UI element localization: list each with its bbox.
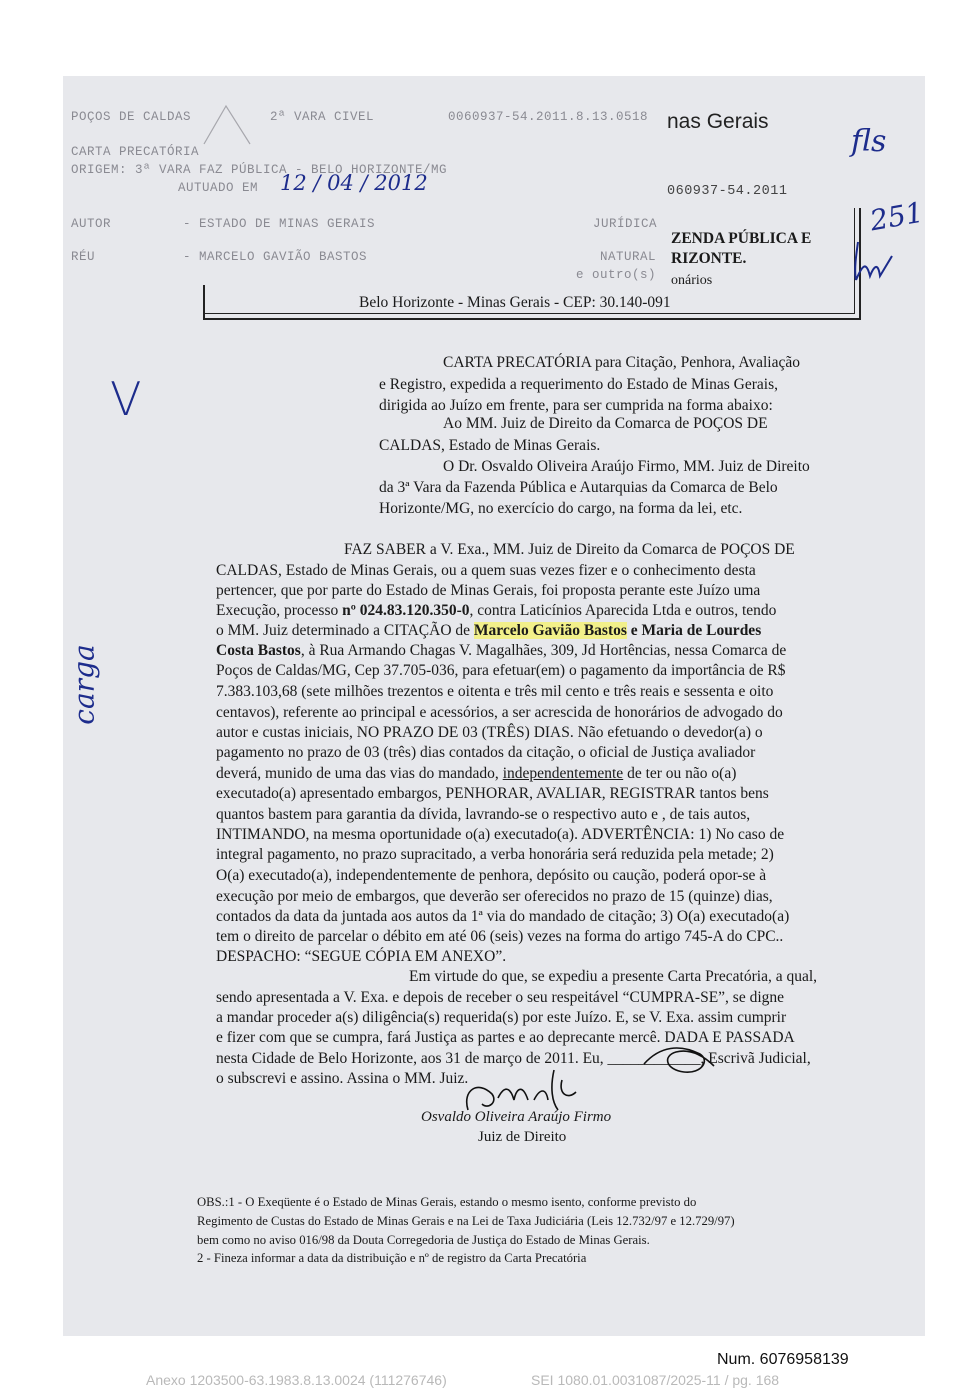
- body-line: [216, 641, 786, 662]
- intro-line: Horizonte/MG, no exercício do cargo, na forma da lei, etc.: [379, 500, 743, 517]
- intro-line: dirigida ao Juízo em frente, para ser cumprida na forma abaixo:: [379, 397, 773, 414]
- letterhead-line2: RIZONTE.: [671, 250, 747, 267]
- body-line: INTIMANDO, na mesma oportunidade o(a) executado(a). ADVERTÊNCIA: 1) No caso de: [216, 826, 785, 843]
- intro-line: CALDAS, Estado de Minas Gerais.: [379, 437, 601, 454]
- body-text-bold: e Maria de Lourdes: [626, 622, 762, 639]
- obs-line: 2 - Fineza informar a data da distribuição e nº de registro da Carta Precatória: [197, 1251, 587, 1266]
- body-line: integral pagamento, no prazo supracitado, a verba honorária será reduzida pela metade; 2): [216, 846, 774, 863]
- observations: [197, 1193, 847, 1268]
- body-line: autor e custas iniciais, NO PRAZO DE 03 (TRÊS) DIAS. Não efetuando o devedor(a) o: [216, 724, 763, 741]
- body-line: pagamento no prazo de 03 (três) dias contados da citação, o oficial de Justiça avaliador: [216, 744, 756, 761]
- stamp-doc-type: CARTA PRECATÓRIA: [71, 145, 200, 159]
- obs-line: OBS.:1 - O Exeqüente é o Estado de Minas Gerais, estando o mesmo isento, conforme previsto do: [197, 1195, 697, 1209]
- closing-line: a mandar proceder a(s) diligência(s) requerida(s) por este Juízo. E, se V. Exa. assim cumprir: [216, 1009, 787, 1026]
- letterhead-address: Belo Horizonte - Minas Gerais - CEP: 30.140-091: [359, 294, 671, 311]
- intro-line: da 3ª Vara da Fazenda Pública e Autarquias da Comarca de Belo: [379, 479, 778, 496]
- body-text-bold: Costa Bastos: [216, 642, 301, 659]
- handwritten-mark-top-right: fls: [851, 124, 887, 159]
- letterhead-line1: ZENDA PÚBLICA E: [671, 230, 812, 247]
- highlighted-name: Marcelo Gavião Bastos: [473, 622, 627, 639]
- letterhead-government: nas Gerais: [667, 110, 769, 133]
- body-line: [216, 601, 776, 622]
- body-line: CALDAS, Estado de Minas Gerais, ou a quem suas vezes fizer e o conhecimento desta: [216, 562, 756, 579]
- stamp-vara: 2ª VARA CIVEL: [270, 110, 375, 124]
- stamp-triangle-mark: [196, 100, 256, 150]
- body-line: [216, 621, 761, 642]
- body-line: [216, 764, 736, 785]
- handwritten-initials: [850, 236, 900, 288]
- obs-line: Regimento de Custas do Estado de Minas Gerais e na Lei de Taxa Judiciária (Leis 12.732/97 e 12.729/97): [197, 1213, 735, 1228]
- handwritten-page-number: 251: [867, 195, 926, 238]
- body-text: o MM. Juiz determinado a CITAÇÃO de: [216, 622, 474, 639]
- body-text: , à Rua Armando Chagas V. Magalhães, 309, Jd Hortências, nessa Comarca de: [300, 642, 787, 659]
- stamp-process-short: 060937-54.2011: [667, 184, 788, 199]
- closing-line: e fizer com que se cumpra, fará Justiça as partes e ao deprecante mercê. DADA E PASSADA: [216, 1029, 795, 1046]
- body-text: , contra Laticínios Aparecida Ltda e outros, tendo: [469, 602, 777, 619]
- letterhead-frame-left: [203, 285, 205, 318]
- intro-line: Ao MM. Juiz de Direito da Comarca de POÇOS DE: [443, 415, 768, 432]
- body-line: quantos bastem para garantia da dívida, lavrando-se o respectivo auto e , de tais autos,: [216, 806, 751, 823]
- stamp-origin: ORIGEM: 3ª VARA FAZ PÚBLICA - BELO HORIZONTE/MG: [71, 163, 448, 177]
- stamp-reu-label: RÉU: [71, 250, 96, 264]
- stamp-autuado-label: AUTUADO EM: [178, 181, 259, 195]
- body-line: tem o direito de parcelar o débito em até 06 (seis) vezes na forma do artigo 745-A do CPC..: [216, 928, 784, 945]
- intro-line: O Dr. Osvaldo Oliveira Araújo Firmo, MM. Juiz de Direito: [443, 458, 810, 475]
- clerk-signature-scribble: [640, 1040, 720, 1080]
- stamp-city: POÇOS DE CALDAS: [71, 110, 192, 124]
- body-line: contados da data da juntada aos autos da 1ª via do mandado de citação; 3) O(a) executado(a): [216, 908, 790, 925]
- closing-line: o subscrevi e assino. Assina o MM. Juiz.: [216, 1070, 469, 1087]
- body-line: execução por meio de embargos, que deverão ser oferecidos no prazo de 15 (quinze) dias,: [216, 888, 773, 905]
- body-text: deverá, munido de uma das vias do mandado,: [216, 765, 503, 782]
- underlined-word: independentemente: [502, 765, 624, 782]
- judge-title: Juiz de Direito: [478, 1129, 567, 1145]
- intro-line: CARTA PRECATÓRIA para Citação, Penhora, Avaliação: [443, 354, 800, 371]
- closing-line: nesta Cidade de Belo Horizonte, aos 31 de março de 2011. Eu, ____________, Escrivã Judicial,: [216, 1050, 811, 1067]
- handwritten-margin-word: carga: [67, 644, 101, 725]
- process-number: nº 024.83.120.350-0: [342, 602, 470, 619]
- body-line: 7.383.103,68 (sete milhões trezentos e oitenta e três mil cento e três reais e sessenta e oito: [216, 683, 774, 700]
- closing-line: Em virtude do que, se expediu a presente Carta Precatória, a qual,: [409, 968, 818, 985]
- body-line: executado(a) apresentado embargos, PENHORAR, AVALIAR, REGISTRAR tantos bens: [216, 785, 769, 802]
- stamp-autor-type: JURÍDICA: [593, 217, 658, 231]
- body-line: Poços de Caldas/MG, Cep 37.705-036, para efetuar(em) o pagamento da importância de R$: [216, 662, 786, 679]
- stamp-reu-extra: e outro(s): [576, 268, 657, 282]
- document-number: Num. 6076958139: [717, 1351, 849, 1368]
- stamp-reu-type: NATURAL: [600, 250, 657, 264]
- body-line: pertencer, que por parte do Estado de Minas Gerais, foi proposta perante este Juízo uma: [216, 582, 761, 599]
- body-text: Execução, processo: [216, 602, 343, 619]
- body-line: FAZ SABER a V. Exa., MM. Juiz de Direito da Comarca de POÇOS DE: [344, 541, 795, 558]
- footer-anexo: Anexo 1203500-63.1983.8.13.0024 (111276746): [146, 1372, 447, 1388]
- obs-line: bem como no aviso 016/98 da Douta Corregedoria de Justiça do Estado de Minas Gerais.: [197, 1232, 650, 1247]
- stamp-autor-label: AUTOR: [71, 217, 112, 231]
- body-line: centavos), referente ao principal e acessórios, a ser acrescida de honorários de advogado do: [216, 704, 783, 721]
- footer-sei: SEI 1080.01.0031087/2025-11 / pg. 168: [531, 1372, 780, 1388]
- body-line: DESPACHO: “SEGUE CÓPIA EM ANEXO”.: [216, 948, 507, 965]
- letterhead-line3: onários: [671, 273, 713, 288]
- intro-line: e Registro, expedida a requerimento do Estado de Minas Gerais,: [379, 376, 779, 393]
- autuado-date-handwritten: 12 / 04 / 2012: [280, 171, 428, 195]
- stamp-process: 0060937-54.2011.8.13.0518: [448, 110, 649, 124]
- judge-name: Osvaldo Oliveira Araújo Firmo: [421, 1109, 612, 1125]
- stamp-autor-value: - ESTADO DE MINAS GERAIS: [183, 217, 376, 231]
- handwritten-check-mark: V: [110, 372, 142, 426]
- closing-line: sendo apresentada a V. Exa. e depois de receber o seu respeitável “CUMPRA-SE”, se digne: [216, 989, 785, 1006]
- body-text: de ter ou não o(a): [623, 765, 737, 782]
- body-line: O(a) executado(a), independentemente de penhora, depósito ou caução, poderá opor-se à: [216, 867, 767, 884]
- stamp-reu-value: - MARCELO GAVIÃO BASTOS: [183, 250, 368, 264]
